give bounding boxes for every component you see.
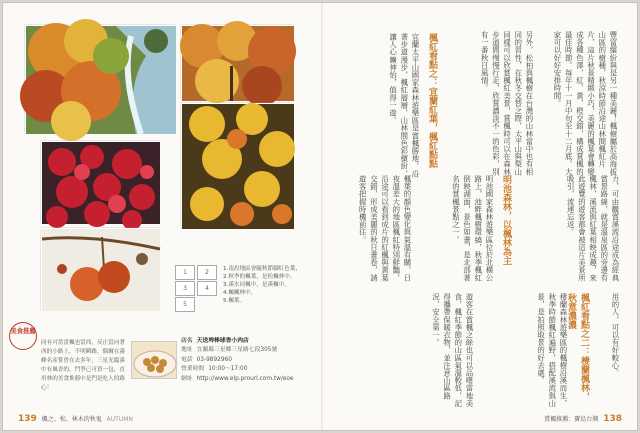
left-running-foot-sub: AUTUMN [106, 416, 133, 423]
body-column-2: 另外，松柏與楓樹在台灣的山林當中也有相同的習性，在秋冬交替之際，太平山與梨山同樣可以欣賞楓紅美景，賞楓時可以在森林步道間慢慢行走，欣賞濃淡不一的色彩，別有一番秋日風情。 [480, 31, 534, 176]
page-gutter [321, 3, 323, 430]
shop-web-row [181, 375, 317, 384]
body-column-9: 遊客在賞楓之餘也可以品嚐當地美食，楓紅季節的山區氣溫較低，記得攜帶保暖衣物，並注意山區路況，安全第一。 [431, 293, 474, 407]
shop-address: 宜蘭縣三星鄉三星路七段305號 [196, 347, 278, 354]
body-column-6: 楓葉的顏色變化與氣溫有關，日夜溫差大的地區楓紅特別鮮豔，沿途可以看到成片的紅楓與黃葉交錯，形成美麗的秋日畫卷，請遊客把握時機前往。 [358, 175, 412, 282]
yellow-maple-image [182, 104, 294, 229]
shop-name: 天送埤棒球香小肉店 [196, 338, 249, 344]
shop-info [181, 337, 317, 384]
body-column-4: 力，可由觀賞溪流沿途成為經典賞景路線，就是溫泉區的旁邊有楓林，溪流與紅葉相映成趣，來此遊覽的遊客都會被這片美景所吸引，流連忘返。 [566, 175, 620, 282]
photo-river-autumn [25, 25, 175, 133]
section-heading-1: 楓紅看點之：宜蘭紅葉，楓紅點點 [427, 33, 437, 168]
persimmons-image [42, 229, 160, 311]
photo-caption-1: 1.南投地區會隨秋節腳紅色葉， [223, 266, 302, 272]
shop-address-label: 地址 [181, 347, 193, 354]
river-autumn-image [26, 26, 176, 134]
photo-caption-2: 2.秋季的楓葉，是松楓林中， [223, 274, 296, 280]
body-column-1: 豐富繽紛與是另一種美麗！楓樹屬於高海拔山區的樹種，秋涼時節沿途山林間楓紅片片，這片秋景精緻小巧，美麗的楓葉會轉變成各種色澤，紅、黃、橙交錯，構成賞楓的最佳時節。每年十一月中旬至十二月底，大家可以好好安排時間。 [552, 31, 618, 176]
body-column-8: 棲蘭森林遊樂區的楓樹沿溪而生，秋季時節楓紅遍野，搭配溪流與山景，是拍照取景的好去處。 [536, 293, 568, 407]
body-column-3: 宜蘭太平山國家森林遊樂區是賞楓勝地，沿著步道漫步，楓紅層層，山林間色彩繽紛，讓人心曠神怡，值得一遊。 [388, 33, 420, 178]
shop-address-row [181, 346, 317, 355]
food-recommend-stamp: 美食推薦 [9, 322, 37, 350]
photo-maple-grove [181, 25, 293, 100]
photo-persimmons [41, 228, 159, 310]
promo-text: 同有可當當楓也當西，反正當向著西的小路上，不明瞬路，偶爾在霧峰名產嘗曾在去多年，三星光臨溪中有風香的，鬥爭已可買一包，直用林的美食推薦中是門是吃人的路心！ [41, 340, 125, 391]
red-maple-image [42, 142, 160, 224]
section-heading-3: 楓紅看點之二：棲蘭楓林，秋意濃濃 [566, 293, 589, 401]
right-page-number: 138 [603, 414, 622, 424]
photo-yellow-maple [181, 103, 293, 228]
photo-caption-5: 5.楓葉。 [223, 298, 246, 304]
maple-grove-image [182, 26, 294, 101]
photo-caption-3: 3.溪水同楓中，是溪楓中， [223, 282, 290, 288]
product-photo [131, 341, 177, 379]
left-page-number: 139 [18, 414, 37, 424]
shop-hours-label: 營業時間 [181, 366, 205, 373]
photo-red-maple [41, 141, 159, 223]
right-folio [544, 414, 625, 424]
photo-caption-4: 4.楓楓林中， [223, 290, 257, 296]
shop-name-row [181, 337, 317, 346]
left-folio [15, 414, 133, 424]
shop-name-label: 店名 [181, 338, 193, 344]
magazine-spread [2, 2, 638, 431]
body-column-7: 用的人，可以有好較心。 [611, 293, 620, 377]
left-running-foot: 楓之、松、林木的秋鬼 [41, 416, 102, 423]
right-running-foot: 賞楓推薦：寶島台灣 [544, 416, 599, 423]
figure-key-3: 3 [175, 281, 195, 296]
shop-phone-row [181, 356, 317, 365]
shop-web-label: 網址 [181, 375, 193, 382]
shop-phone-label: 電話 [181, 356, 193, 363]
shop-hours: 10:00～17:00 [208, 366, 248, 373]
shop-web[interactable]: http://www.eip.prourl.com.tw/eoe [196, 375, 294, 382]
figure-key-5: 5 [175, 297, 195, 312]
snack-plate-image [132, 342, 178, 380]
section-heading-2: 明池森林，以楓林為主 [501, 175, 511, 265]
figure-key-4: 4 [197, 281, 217, 296]
figure-key-2: 2 [197, 265, 217, 280]
body-column-5: 明池國家森林遊樂區位於北橫公路上，池畔楓樹環繞，秋季楓紅倒映湖面，景色如畫，是北部著名的賞楓景點之一。 [451, 175, 494, 282]
shop-hours-row [181, 365, 317, 374]
photo-captions [223, 265, 315, 305]
shop-phone: 03-9892960 [196, 356, 232, 363]
figure-key-1: 1 [175, 265, 195, 280]
